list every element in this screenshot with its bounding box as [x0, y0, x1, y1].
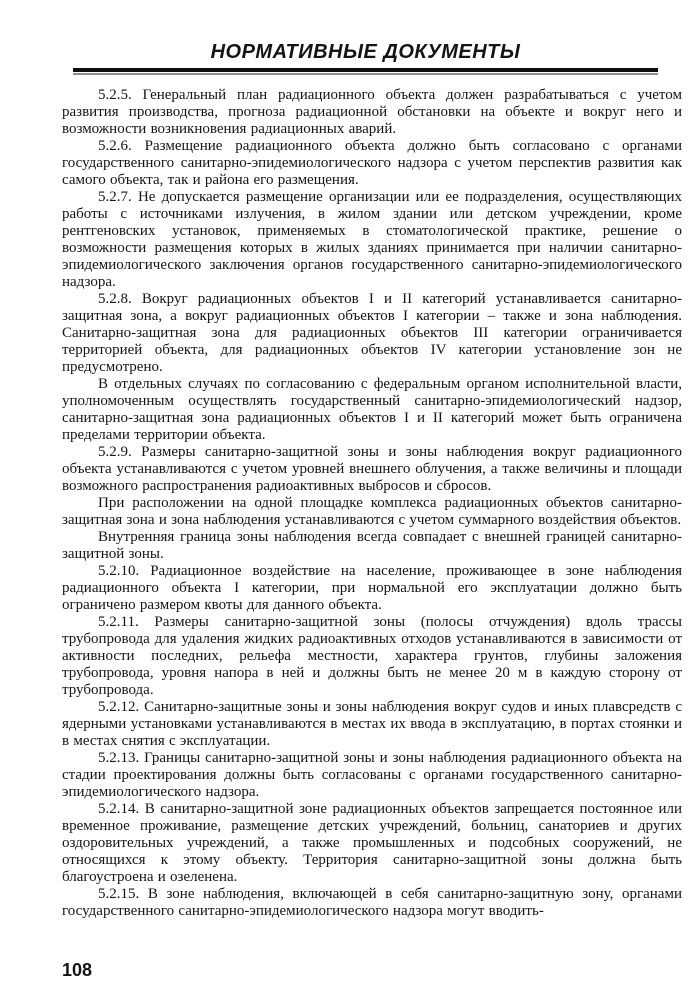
paragraph: 5.2.7. Не допускается размещение организации или ее подразделения, осуществляющих работы с источниками излучения, в жилом здании или детском учреждении, кроме рентгеновских установок, применяемых в стоматологической практике, решение о возможности размещения которых в жилых зданиях принимается при наличии санитарно-эпидемиологического заключения органов государственного санитарно-эпидемиологического надзора. — [62, 189, 682, 290]
header-rule-thick-line — [73, 68, 658, 72]
paragraph: 5.2.10. Радиационное воздействие на население, проживающее в зоне наблюдения радиационного объекта I категории, при нормальной его эксплуатации должно быть ограничено размером квоты для данного объекта. — [62, 563, 682, 613]
paragraph: При расположении на одной площадке комплекса радиационных объектов санитарно-защитная зона и зона наблюдения устанавливаются с учетом суммарного воздействия объектов. — [62, 495, 682, 528]
paragraph: 5.2.6. Размещение радиационного объекта должно быть согласовано с органами государственного санитарно-эпидемиологического надзора с учетом перспектив развития как самого объекта, так и района его размещения. — [62, 138, 682, 188]
paragraph: 5.2.5. Генеральный план радиационного объекта должен разрабатываться с учетом развития производства, прогноза радиационной обстановки на объекте и вокруг него и возможности возникновения радиационных аварий. — [62, 87, 682, 137]
header-title: НОРМАТИВНЫЕ ДОКУМЕНТЫ — [210, 41, 521, 63]
document-body — [62, 87, 682, 920]
paragraph: 5.2.14. В санитарно-защитной зоне радиационных объектов запрещается постоянное или временное проживание, размещение детских учреждений, больниц, санаториев и других оздоровительных учреждений, а также промышленных и подсобных сооружений, не относящихся к этому объекту. Территория санитарно-защитной зоны должна быть благоустроена и озеленена. — [62, 801, 682, 885]
page-number: 108 — [62, 960, 93, 980]
header-rule — [73, 68, 658, 75]
paragraph: 5.2.9. Размеры санитарно-защитной зоны и зоны наблюдения вокруг радиационного объекта устанавливаются с учетом уровней внешнего облучения, а также величины и площади возможного распространения радиоактивных выбросов и сбросов. — [62, 444, 682, 494]
paragraph: В отдельных случаях по согласованию с федеральным органом исполнительной власти, уполномоченным осуществлять государственный санитарно-эпидемиологический надзор, санитарно-защитная зона радиационных объектов I и II категорий может быть ограничена пределами территории объекта. — [62, 376, 682, 443]
page-header — [73, 41, 658, 75]
paragraph: 5.2.15. В зоне наблюдения, включающей в себя санитарно-защитную зону, органами государственного санитарно-эпидемиологического надзора могут вводить- — [62, 886, 682, 919]
paragraph: 5.2.13. Границы санитарно-защитной зоны и зоны наблюдения радиационного объекта на стадии проектирования должны быть согласованы с органами государственного санитарно-эпидемиологического надзора. — [62, 750, 682, 800]
paragraph: Внутренняя граница зоны наблюдения всегда совпадает с внешней границей санитарно-защитной зоны. — [62, 529, 682, 562]
paragraph: 5.2.8. Вокруг радиационных объектов I и II категорий устанавливается санитарно-защитная зона, а вокруг радиационных объектов I категории – также и зона наблюдения. Санитарно-защитная зона для радиационных объектов III категории ограничивается территорией объекта, для радиационных объектов IV категории установление зон не предусмотрено. — [62, 291, 682, 375]
paragraph: 5.2.12. Санитарно-защитные зоны и зоны наблюдения вокруг судов и иных плавсредств с ядерными установками устанавливаются в местах их ввода в эксплуатацию, в портах стоянки и в местах снятия с эксплуатации. — [62, 699, 682, 749]
paragraph: 5.2.11. Размеры санитарно-защитной зоны (полосы отчуждения) вдоль трассы трубопровода для удаления жидких радиоактивных отходов устанавливаются в зависимости от активности последних, рельефа местности, характера грунтов, глубины заложения трубопровода, уровня напора в ней и должны быть не менее 20 м в каждую сторону от трубопровода. — [62, 614, 682, 698]
header-rule-thin-line — [73, 73, 658, 75]
